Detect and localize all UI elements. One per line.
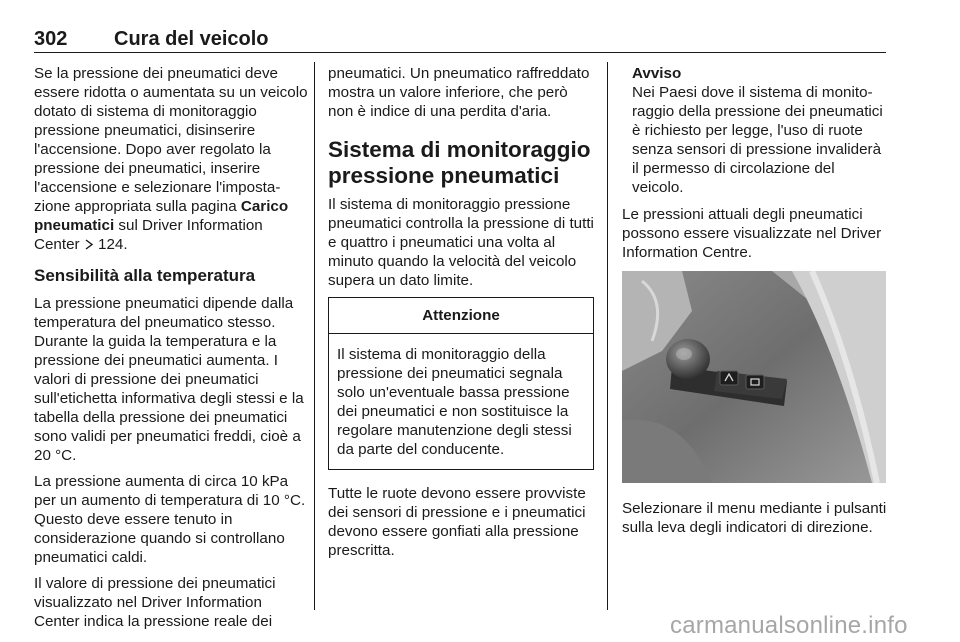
column-right bbox=[622, 64, 888, 544]
menu-page-name: Carico pneumatici bbox=[34, 198, 289, 234]
notice-body: Nei Paesi dove il sistema di monitoraggio della pressione dei pneumatici è richiesto per legge, l'uso di ruote senza sensori di pressione invaliderà il permesso di circolazione del veicolo. bbox=[632, 84, 883, 196]
caution-title: Attenzione bbox=[329, 298, 593, 334]
section-title: Cura del veicolo bbox=[114, 28, 269, 50]
paragraph bbox=[34, 64, 309, 254]
watermark: carmanualsonline.info bbox=[670, 612, 908, 639]
notice-title: Avviso bbox=[632, 65, 682, 82]
column-divider bbox=[607, 62, 608, 610]
paragraph-text: sul Driver Information Center bbox=[34, 217, 263, 253]
subsection-heading: Sensibilità alla temperatura bbox=[34, 266, 256, 285]
paragraph: pneumatici. Un pneumatico raffreddato mostra un valore inferiore, che però non è indice di una perdita d'aria. bbox=[328, 65, 590, 120]
page-reference-icon bbox=[84, 236, 94, 253]
column-middle bbox=[328, 64, 594, 567]
paragraph: La pressione aumenta di circa 10 kPa per un aumento di temperatura di 10 °C. Questo deve essere tenuto in considerazione quando si controllano pneumatici caldi. bbox=[34, 473, 306, 566]
caution-box bbox=[328, 297, 594, 470]
notice-box bbox=[622, 64, 888, 197]
paragraph: La pressione pneumatici dipende dalla temperatura del pneumatico stesso. Durante la guida la temperatura e la pressione dei pneumatici aumenta. I valori di pressione dei pneumatici sull'etichetta informativa degli stessi e la tabella della pressione dei pneumatici sono validi per pneumatici freddi, cioè a 20 °C. bbox=[34, 295, 304, 464]
caution-body: Il sistema di monitoraggio della pressione dei pneumatici segnala solo un'eventuale bassa pressione dei pneumatici e non sostituisce la regolare manutenzione degli stessi da parte del conducente. bbox=[337, 346, 572, 458]
paragraph: Il sistema di monitoraggio pressione pneumatici controlla la pressione di tutti e quattro i pneumatici una volta al minuto quando la velocità del veicolo supera un dato limite. bbox=[328, 196, 594, 289]
paragraph: Tutte le ruote devono essere provviste dei sensori di pressione e i pneumatici devono essere gonfiati alla pressione prescritta. bbox=[328, 485, 586, 559]
page-reference: 124. bbox=[93, 236, 128, 253]
paragraph: Le pressioni attuali degli pneumatici possono essere visualizzate nel Driver Information Centre. bbox=[622, 206, 882, 261]
steering-lever-photo bbox=[622, 271, 886, 483]
paragraph: Il valore di pressione dei pneumatici visualizzato nel Driver Information Center indica la pressione reale dei bbox=[34, 575, 276, 630]
section-heading: Sistema di monitoraggio pressione pneumatici bbox=[328, 137, 591, 188]
page-number: 302 bbox=[34, 28, 68, 50]
paragraph: Selezionare il menu mediante i pulsanti sulla leva degli indicatori di direzione. bbox=[622, 500, 887, 536]
page-header bbox=[34, 28, 886, 53]
column-divider bbox=[314, 62, 315, 610]
column-left bbox=[34, 64, 309, 638]
paragraph-text: Se la pressione dei pneumatici deve essere ridotta o aumentata su un veicolo dotato di sistema di monitoraggio pressione pneumatici, disinserire l'accensione. Dopo aver regolato la pressione dei pneumatici, inserire l'accensione e selezionare l'impostazione appropriata sulla pagina bbox=[34, 65, 308, 215]
